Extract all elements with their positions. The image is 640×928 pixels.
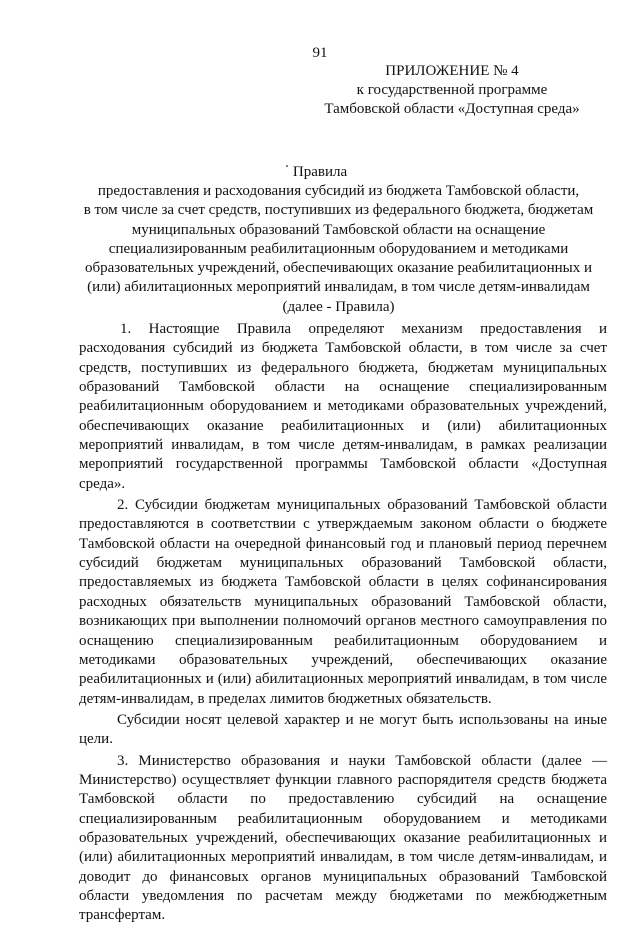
- appendix-header: [302, 62, 602, 119]
- document-body: [79, 320, 607, 928]
- page-number: 91: [312, 45, 328, 61]
- rules-title: Правила: [292, 164, 348, 180]
- rules-subtitle-line: (далее - Правила): [282, 298, 395, 315]
- rules-subtitle: [70, 182, 607, 317]
- paragraph-1: 1. Настоящие Правила определяют механизм предоставления и расходования субсидий из бюджета Тамбовской области, в том числе за счет средств, поступивших из федерального бюджета, бюджетам муниципальных образований Тамбовской области на оснащение специализированным реабилитационным оборудованием и методиками образовательных учреждений, обеспечивающих оказание реабилитационных и (или) абилитационных мероприятий инвалидам, в том числе детям-инвалидам, в рамках реализации мероприятий государственной программы Тамбовской области «Доступная среда».: [79, 321, 607, 492]
- rules-subtitle-line: предоставления и расходования субсидий из бюджета Тамбовской области,: [97, 183, 580, 199]
- appendix-program-name: Тамбовской области «Доступная среда»: [324, 101, 580, 117]
- paragraph-3: 3. Министерство образования и науки Тамбовской области (далее — Министерство) осуществляет функции главного распорядителя средств бюджета Тамбовской области по предоставлению субсидий на оснащение специализированным реабилитационным оборудованием и методиками образовательных учреждений, обеспечивающих оказание реабилитационных и (или) абилитационных мероприятий инвалидам, в том числе детям-инвалидам, и доводит до финансовых органов муниципальных образований Тамбовской области уведомления по расчетам между бюджетами по межбюджетным трансфертам.: [79, 752, 607, 924]
- appendix-program-line: к государственной программе: [356, 82, 548, 98]
- paragraph-subsidy-purpose: Субсидии носят целевой характер и не могут быть использованы на иные цели.: [79, 711, 607, 748]
- paragraph-2: 2. Субсидии бюджетам муниципальных образований Тамбовской области предоставляются в соответствии с утверждаемым законом области о бюджете Тамбовской области на очередной финансовый год и плановый период перечнем субсидий бюджетам муниципальных образований Тамбовской области, предоставляемых из бюджета Тамбовской области в целях софинансирования расходных обязательств муниципальных образований Тамбовской области, возникающих при выполнении полномочий органов местного самоуправления по оснащению специализированным реабилитационным оборудованием и методиками образовательных учреждений, обеспечивающих оказание реабилитационных и (или) абилитационных мероприятий инвалидам, в том числе детям-инвалидам, в пределах лимитов бюджетных обязательств.: [79, 497, 607, 707]
- appendix-title: ПРИЛОЖЕНИЕ № 4: [385, 63, 519, 79]
- rules-subtitle-line: образовательных учреждений, обеспечивающих оказание реабилитационных и: [85, 260, 592, 277]
- rules-subtitle-line: специализированным реабилитационным оборудованием и методиками: [108, 240, 569, 257]
- rules-subtitle-line: (или) абилитационных мероприятий инвалидам, в том числе детям-инвалидам: [87, 279, 590, 296]
- rules-subtitle-line: муниципальных образований Тамбовской области на оснащение: [131, 221, 546, 238]
- rules-subtitle-line: в том числе за счет средств, поступивших из федерального бюджета, бюджетам: [83, 202, 594, 219]
